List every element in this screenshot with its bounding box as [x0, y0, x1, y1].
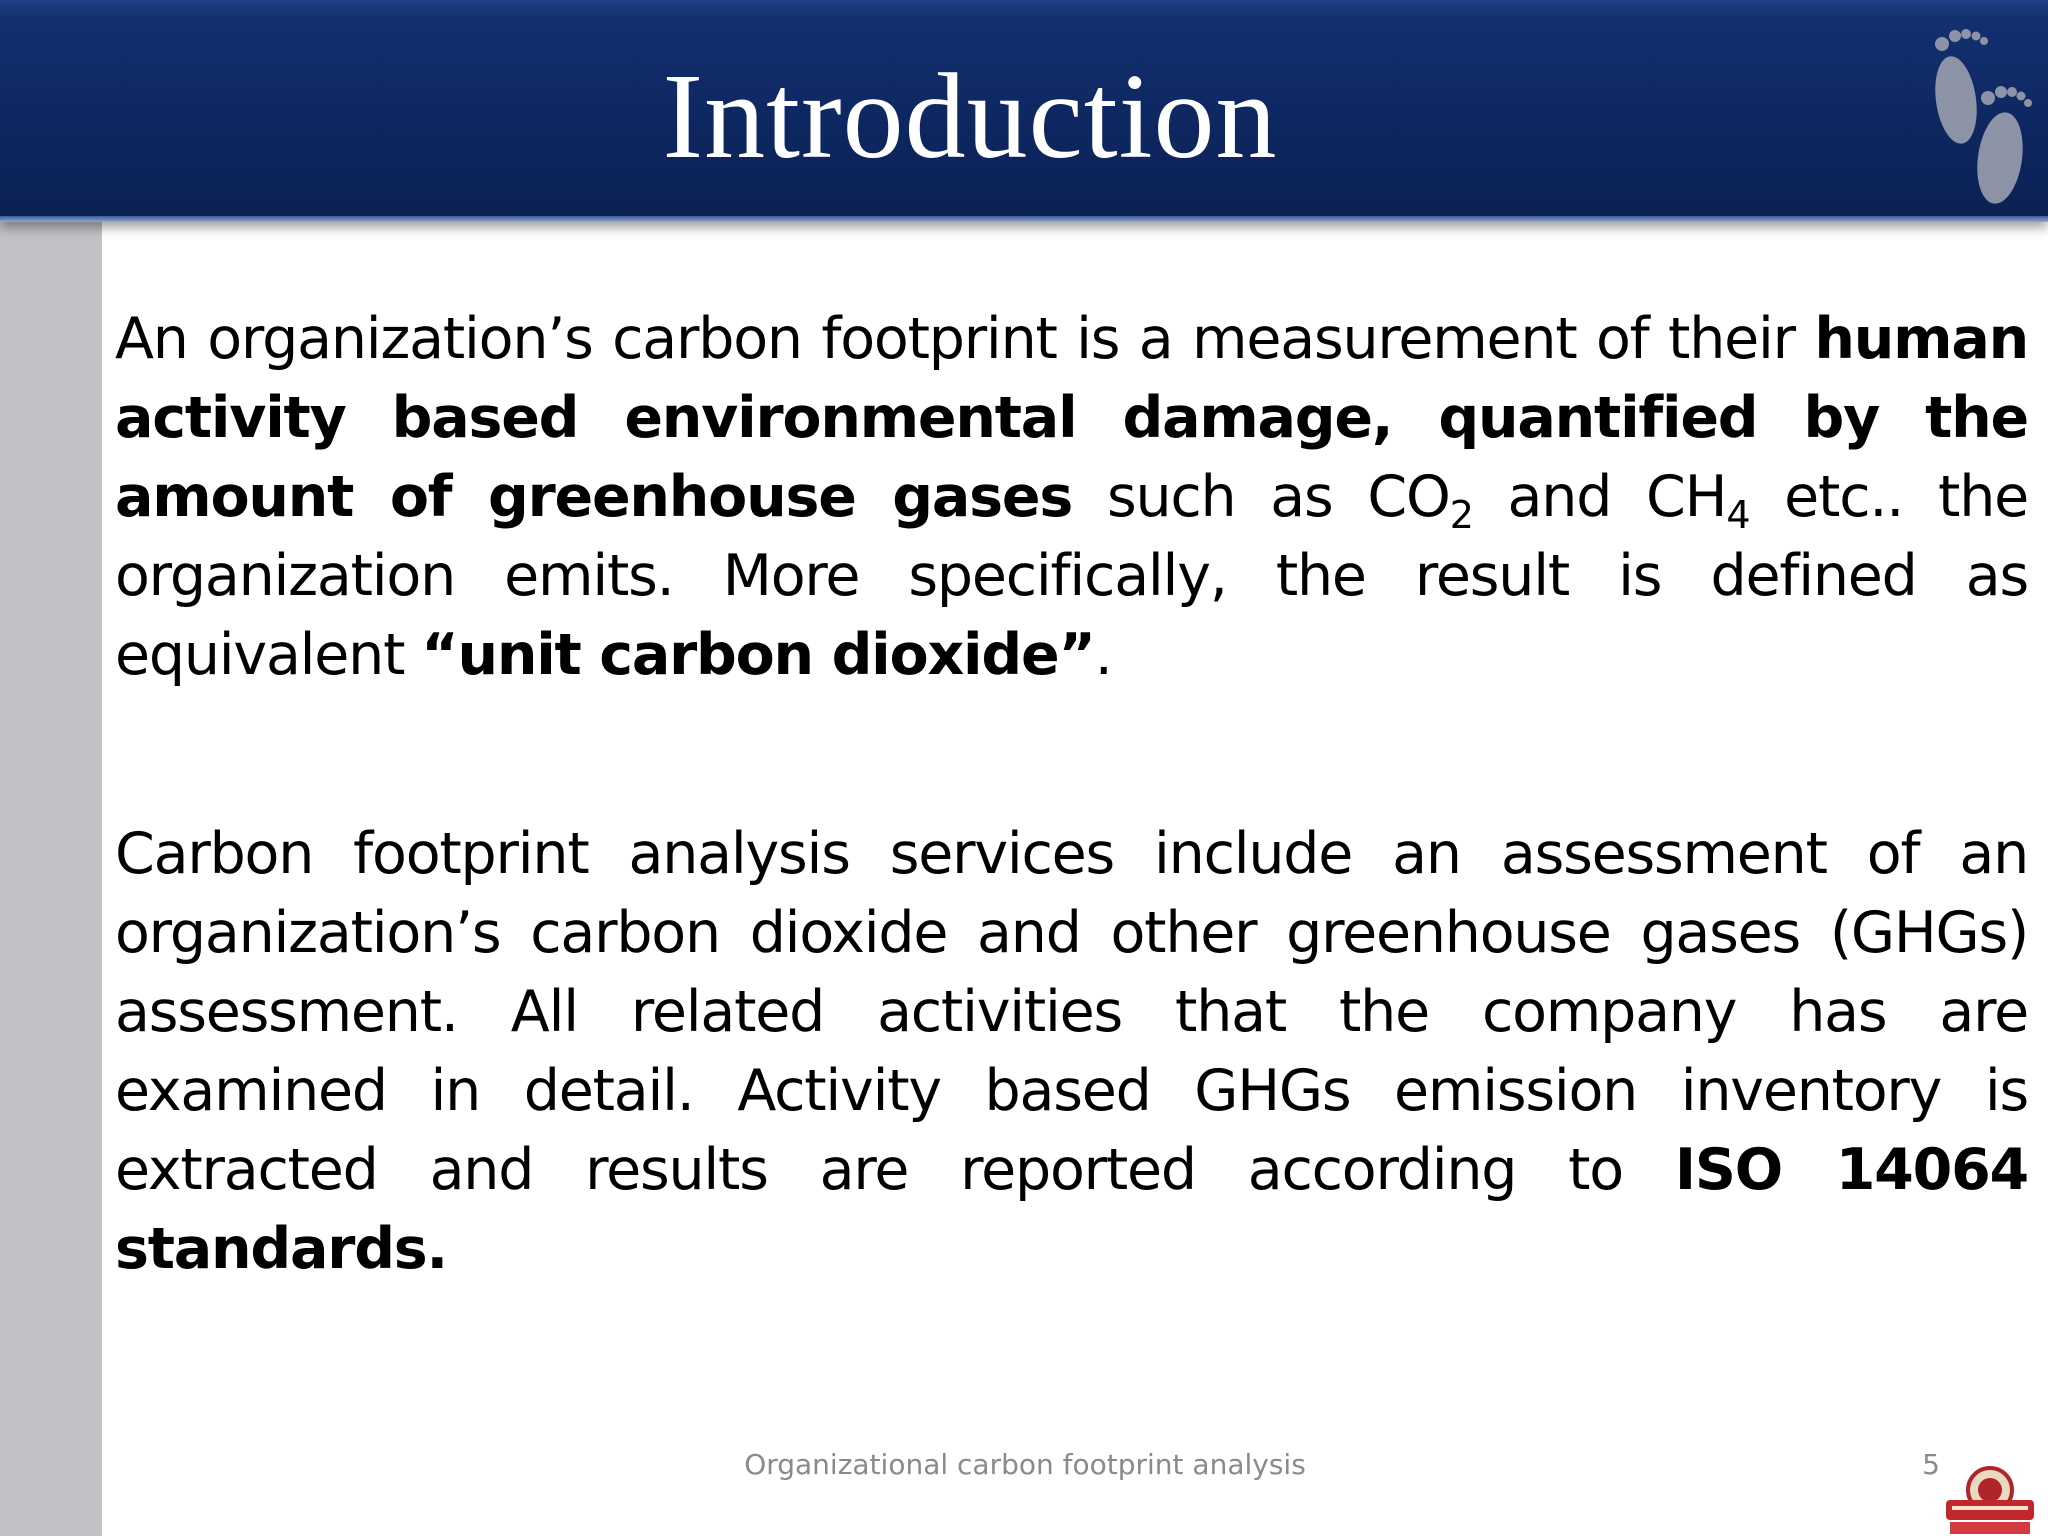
left-decorative-strip [0, 222, 102, 1536]
slide-content [0, 300, 2048, 1289]
title-bar [0, 0, 2048, 222]
university-seal-icon [1938, 1460, 2042, 1536]
text-run: Carbon footprint analysis services include an assessment of an organization’s carbon dioxide and other greenhouse gases (GHGs) assessment. All related activities that the company has are examined in detail. Activity based GHGs emission inventory is extracted and results are reported according to [115, 821, 2028, 1203]
text-run: . [1094, 622, 1112, 688]
slide-footer: Organizational carbon footprint analysis [744, 1448, 1306, 1481]
bold-text-run: “unit carbon dioxide” [421, 622, 1095, 688]
bold-text-run: human activity based environmental damage, quantified by the amount of greenhouse gases [115, 306, 2028, 530]
bold-text-run: ISO 14064 standards. [115, 1137, 2028, 1282]
text-run: such as CO [1072, 464, 1450, 530]
text-run: An organization’s carbon footprint is a measurement of their [115, 306, 1815, 372]
page-number: 5 [1922, 1448, 1940, 1481]
subscript: 4 [1726, 493, 1750, 537]
bullet-carbon-footprint-definition [0, 300, 2028, 695]
slide-title: Introduction [662, 49, 1278, 184]
subscript: 2 [1449, 493, 1473, 537]
bullet-analysis-services [0, 815, 2028, 1289]
footprints-icon [1908, 8, 2038, 214]
text-run: and CH [1472, 464, 1727, 530]
text-run: etc.. the organization emits. More specifically, the result is defined as equivalent [115, 464, 2028, 688]
